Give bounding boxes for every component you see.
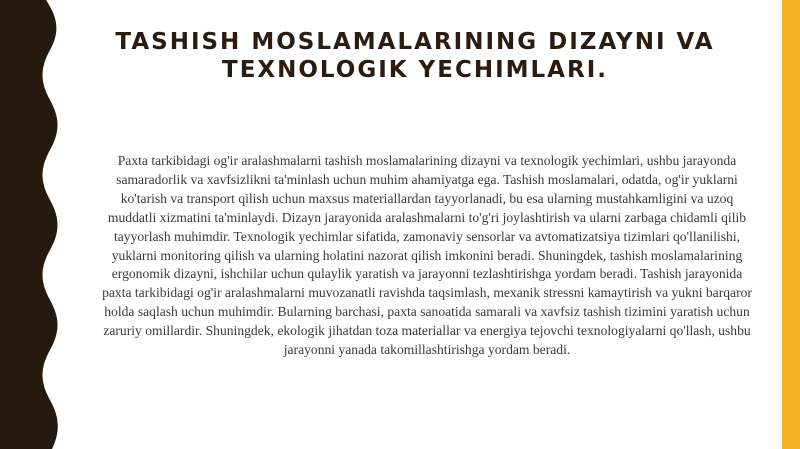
right-accent-bar (782, 0, 800, 449)
slide-title: TASHISH MOSLAMALARINING DIZAYNI VA TEXNOLOGIK YECHIMLARI. (115, 29, 715, 83)
left-wave-decoration (0, 0, 80, 449)
slide-body-text: Paxta tarkibidagi og'ir aralashmalarni tashish moslamalarining dizayni va texnologik yechimlari, ushbu jarayonda samaradorlik va xavfsizlikni ta'minlash uchun muhim ahamiyatga ega. Tashish moslamalari, odatda, og'ir yuklarni ko'tarish va transport qilish uchun maxsus materiallardan tayyorlanadi, bu esa ularning mustahkamligini va uzoq muddatli xizmatini ta'minlaydi. Dizayn jarayonida aralashmalarni to'g'ri joylashtirish va ularni zarbaga chidamli qilib tayyorlash muhimdir. Texnologik yechimlar sifatida, zamonaviy sensorlar va avtomatizatsiya tizimlari qo'llanilishi, yuklarni monitoring qilish va ularning holatini nazorat qilish imkonini beradi. Shuningdek, tashish moslamalarining ergonomik dizayni, ishchilar uchun qulaylik yaratish va jarayonni tezlashtirishga yordam beradi. Tashish jarayonida paxta tarkibidagi og'ir aralashmalarni muvozanatli ravishda taqsimlash, mexanik stressni kamaytirish va yukni barqaror holda saqlash uchun muhimdir. Bularning barchasi, paxta sanoatida samarali va xavfsiz tashish tizimini yaratish uchun zaruriy omillardir. Shuningdek, ekologik jihatdan toza materiallar va energiya tejovchi texnologiyalarni qo'llash, ushbu jarayonni yanada takomillashtirishga yordam beradi. (102, 153, 752, 358)
left-wave-shape (0, 0, 58, 449)
